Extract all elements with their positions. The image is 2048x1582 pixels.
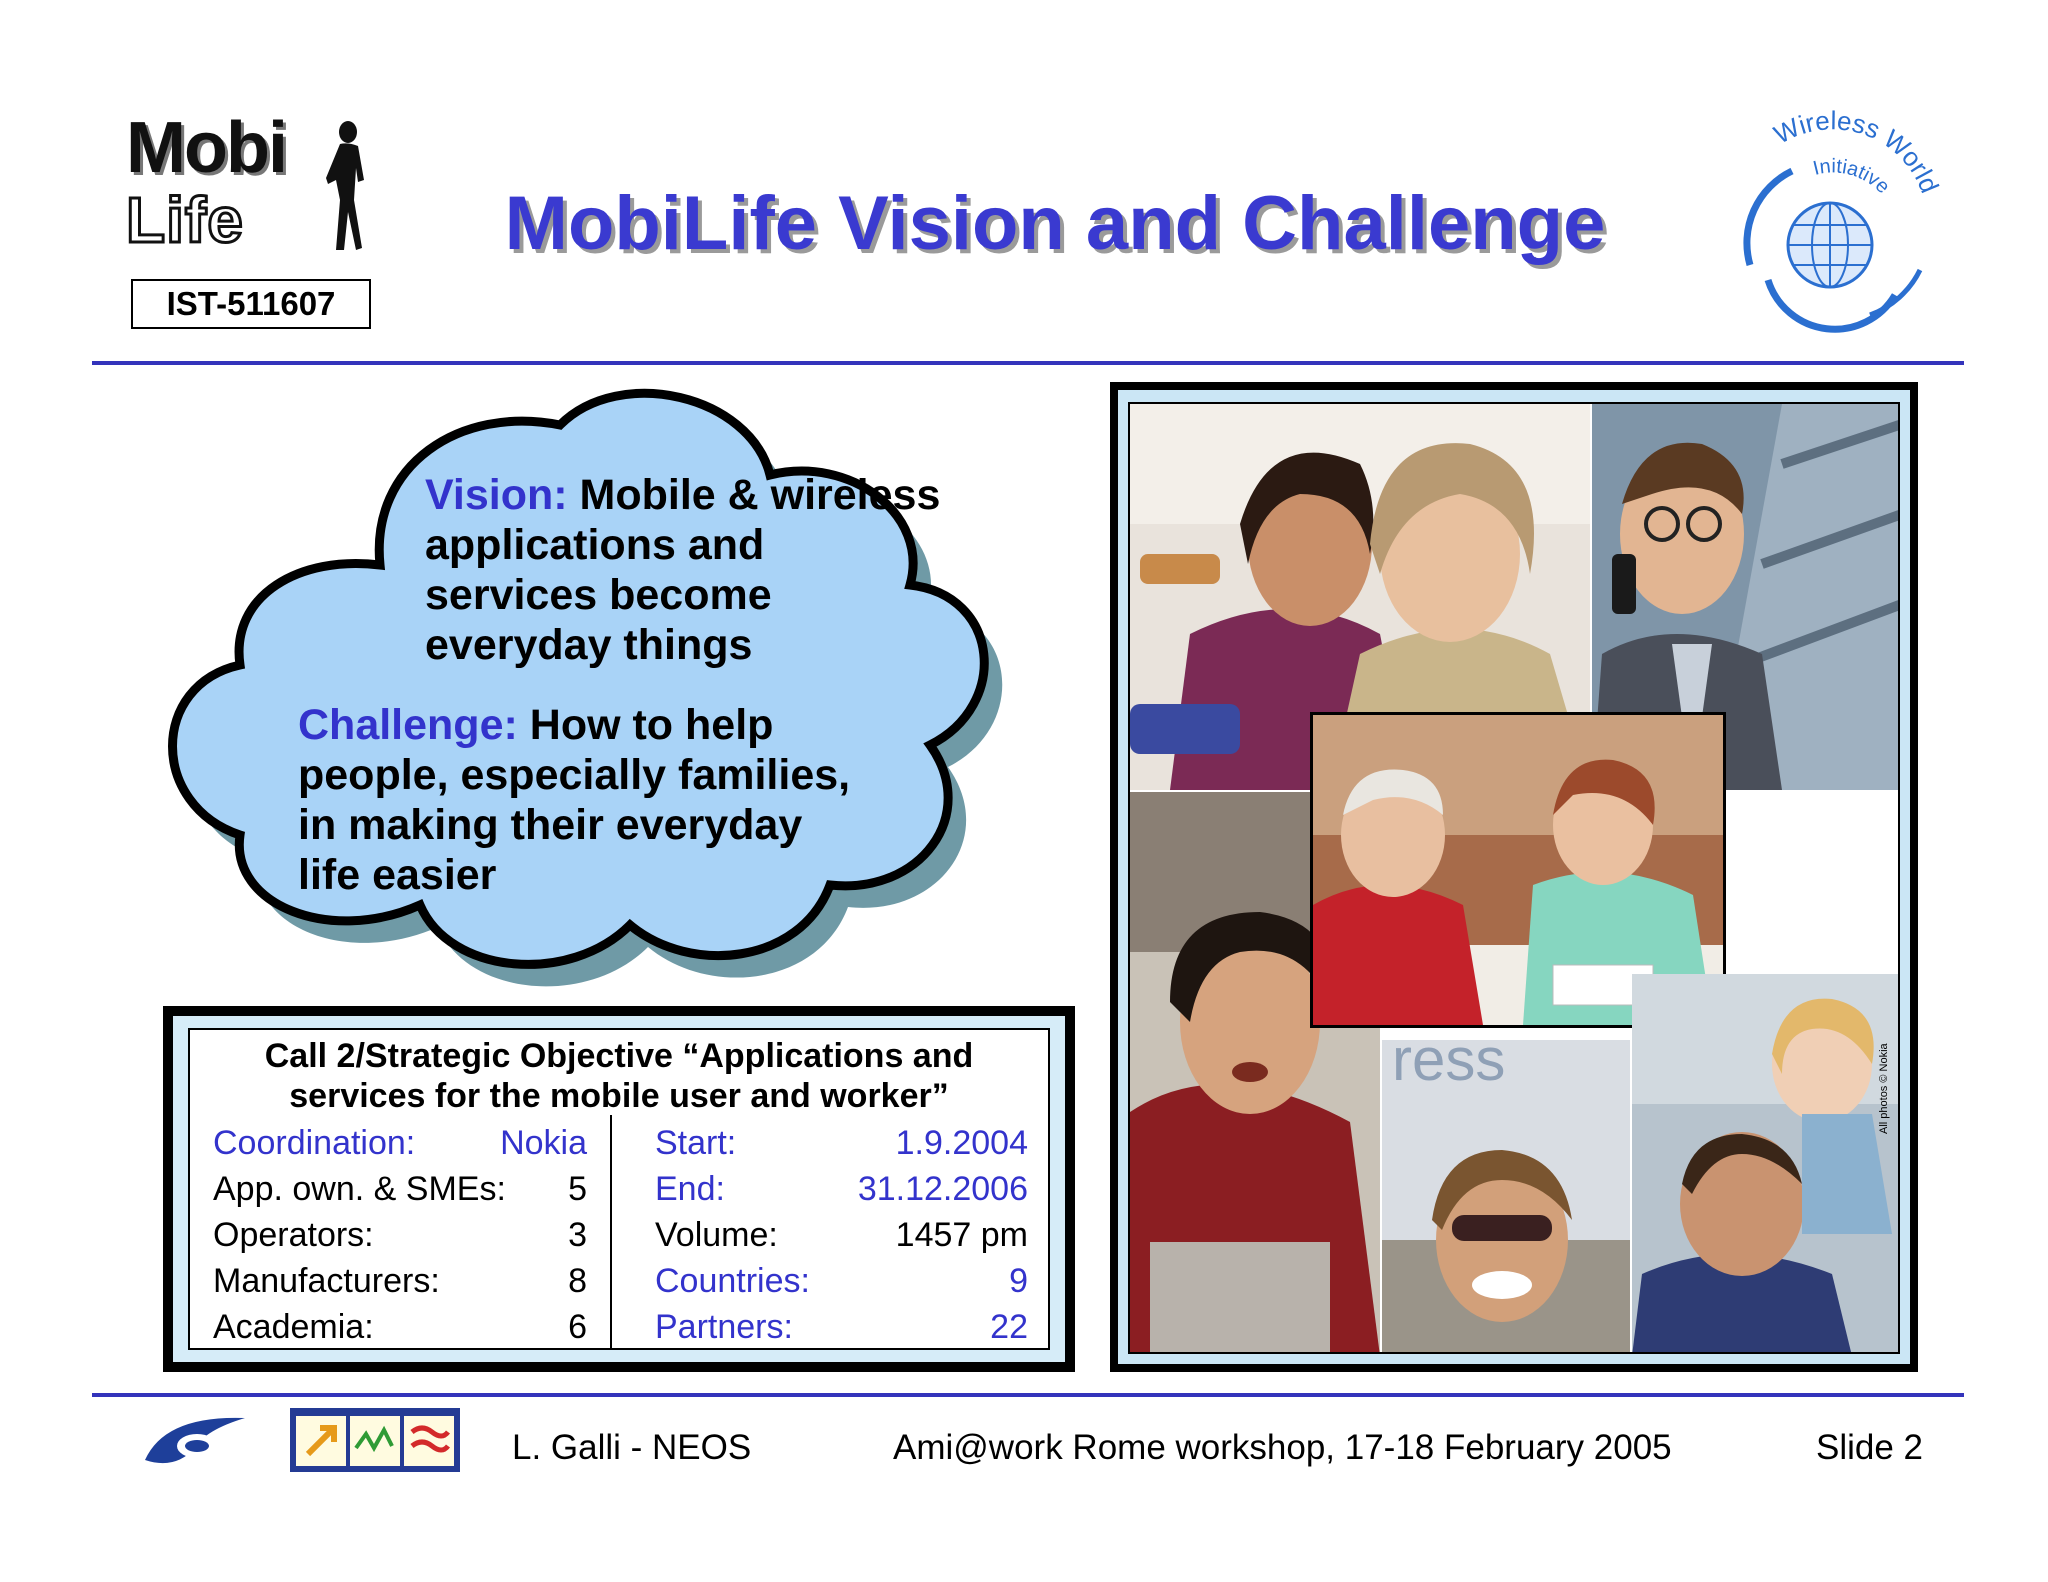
info-row-label: Operators:	[213, 1216, 374, 1254]
fp6-logo	[135, 1410, 255, 1472]
vision-label: Vision:	[425, 471, 568, 519]
footer-rule	[92, 1393, 1964, 1397]
challenge-text: How to help people, especially families, in making their everyday life easier	[298, 701, 851, 899]
vision-statement	[425, 470, 945, 670]
project-id-badge: IST-511607	[131, 279, 371, 329]
info-row	[213, 1304, 587, 1350]
vision-text: Mobile & wireless applications and services become everyday things	[425, 471, 941, 669]
info-row	[655, 1258, 1028, 1304]
info-row-label: Manufacturers:	[213, 1262, 440, 1300]
info-box-title-line1: Call 2/Strategic Objective “Applications and	[264, 1037, 974, 1075]
info-row-value: 9	[1009, 1262, 1028, 1300]
info-box-title-line2: services for the mobile user and worker”	[289, 1077, 949, 1115]
info-row-label: Start:	[655, 1124, 737, 1162]
mobilife-logo-mobi: Mobi	[126, 108, 286, 188]
info-box-title	[188, 1036, 1050, 1116]
photo-credit: All photos © Nokia	[1878, 1043, 1890, 1134]
mobilife-logo-life: Life	[126, 184, 244, 256]
background-sign-text: ress	[1392, 1040, 1506, 1093]
globe-icon	[1788, 203, 1872, 287]
photo-collage	[1128, 402, 1900, 1354]
page-title: MobiLife Vision and Challenge	[504, 181, 1606, 266]
column-divider	[610, 1115, 612, 1350]
info-row	[213, 1258, 587, 1304]
info-row-value: 1457 pm	[895, 1216, 1028, 1254]
info-row-value: 22	[990, 1308, 1028, 1346]
info-row	[655, 1304, 1028, 1350]
photo-credit-wrap	[1878, 1014, 1900, 1134]
info-row-label: Countries:	[655, 1262, 810, 1300]
info-row	[655, 1212, 1028, 1258]
info-row-value: Nokia	[500, 1124, 587, 1162]
info-row	[213, 1120, 587, 1166]
header-rule	[92, 361, 1964, 365]
info-row-value: 5	[568, 1170, 587, 1208]
info-row-label: End:	[655, 1170, 725, 1208]
info-row-label: Coordination:	[213, 1124, 416, 1162]
footer-author: L. Galli - NEOS	[512, 1428, 752, 1467]
wwi-word-initiative: Initiative	[1810, 155, 1894, 199]
info-row-label: App. own. & SMEs:	[213, 1170, 506, 1208]
woman-silhouette-icon	[318, 120, 378, 260]
info-right-column	[655, 1120, 1028, 1350]
ist-programme-logo	[290, 1408, 460, 1472]
info-left-column	[213, 1120, 587, 1350]
info-row-value: 31.12.2006	[857, 1170, 1028, 1208]
challenge-statement	[298, 700, 858, 900]
footer-slide-number: Slide 2	[1816, 1428, 1924, 1467]
info-row-value: 3	[568, 1216, 587, 1254]
info-row-label: Academia:	[213, 1308, 374, 1346]
info-row-label: Volume:	[655, 1216, 778, 1254]
info-row	[655, 1120, 1028, 1166]
photo-father-and-child	[1632, 974, 1900, 1354]
wwi-word-world: World	[1878, 123, 1946, 198]
info-row-value: 6	[568, 1308, 587, 1346]
info-row-value: 8	[568, 1262, 587, 1300]
photo-woman-sunglasses	[1382, 1040, 1630, 1354]
svg-text:Wireless World	[1769, 105, 1945, 197]
info-row	[213, 1166, 587, 1212]
info-row-value: 1.9.2004	[895, 1124, 1028, 1162]
wwi-word-wireless: Wireless	[1769, 105, 1885, 150]
wireless-world-initiative-logo	[1720, 105, 1950, 335]
info-row-label: Partners:	[655, 1308, 793, 1346]
info-row	[213, 1212, 587, 1258]
svg-text:Initiative	[1811, 155, 1894, 198]
info-row	[655, 1166, 1028, 1212]
challenge-label: Challenge:	[298, 701, 518, 749]
footer-event: Ami@work Rome workshop, 17-18 February 2005	[893, 1428, 1672, 1467]
